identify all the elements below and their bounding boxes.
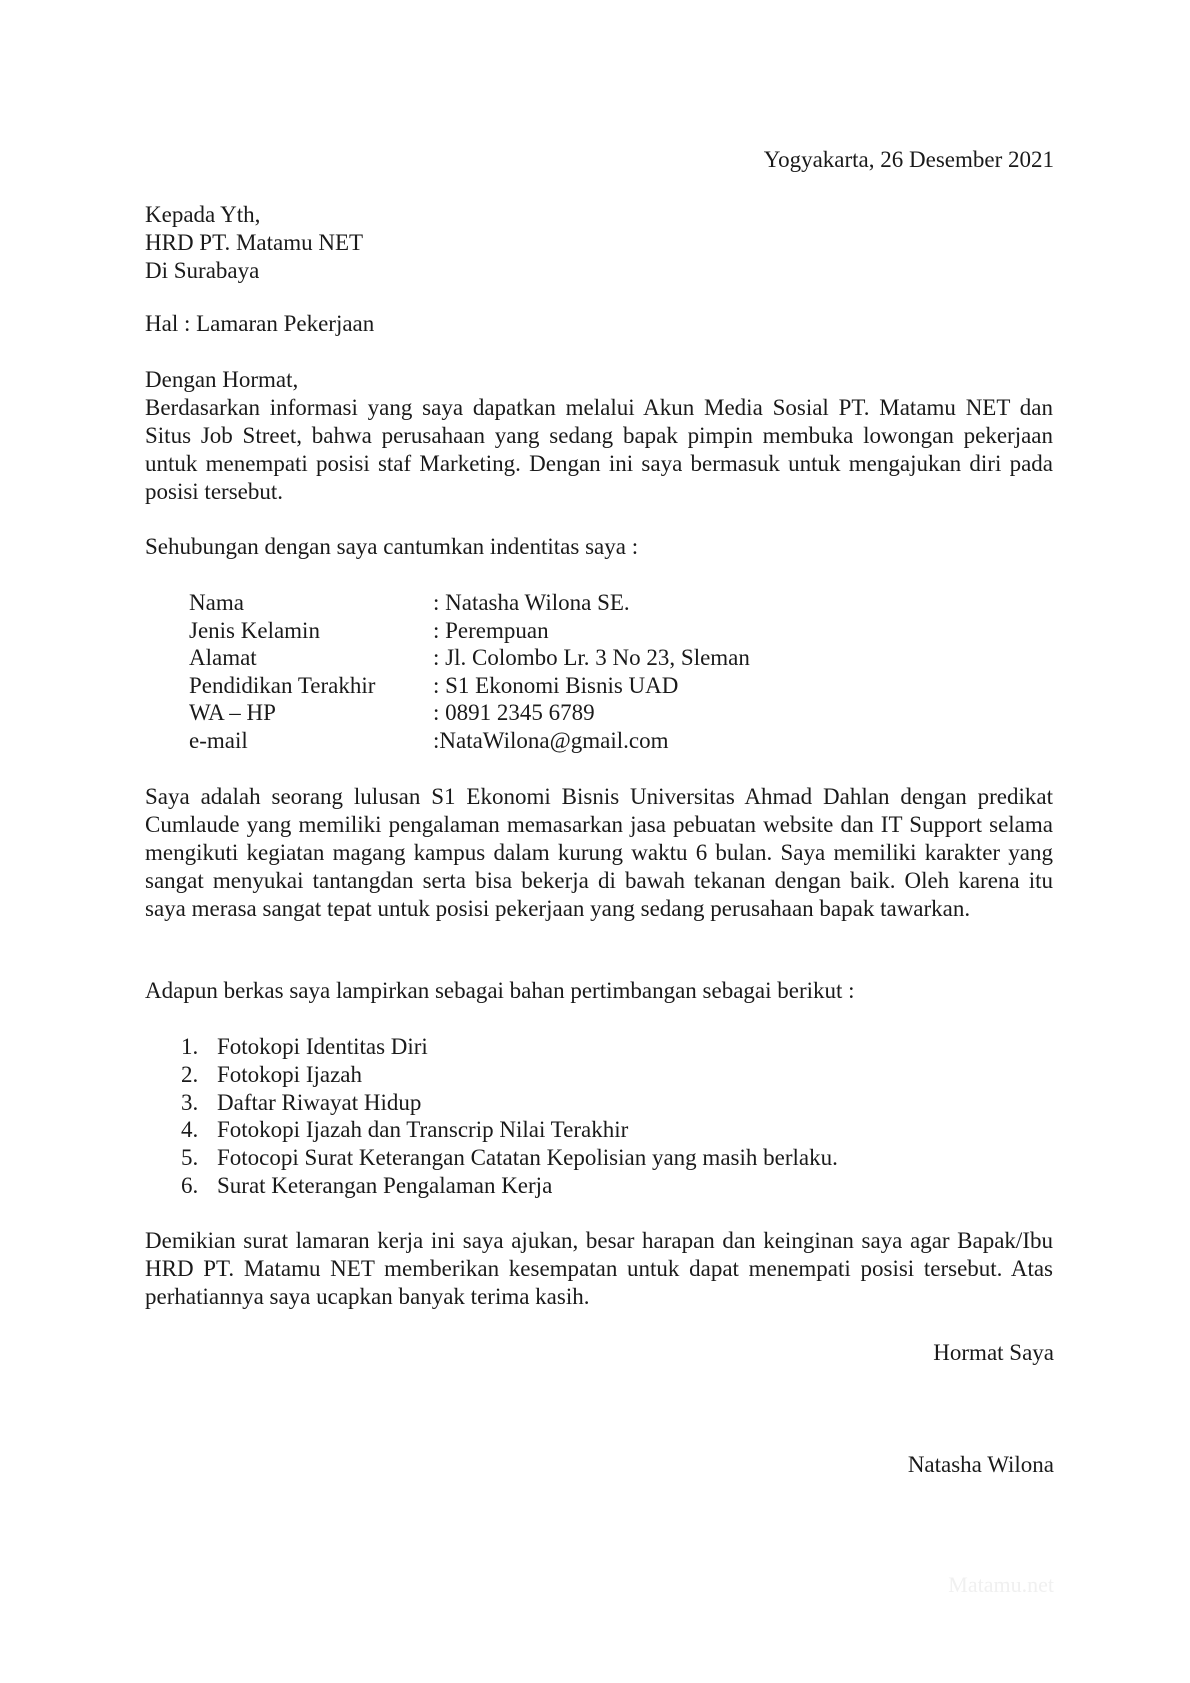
attachment-number: 3. <box>181 1089 199 1115</box>
attachment-text: Fotocopi Surat Keterangan Catatan Kepolisian yang masih berlaku. <box>217 1145 838 1171</box>
identity-table <box>189 589 750 755</box>
recipient-company: HRD PT. Matamu NET <box>145 230 364 255</box>
identity-row <box>189 672 750 700</box>
opening-paragraph: Berdasarkan informasi yang saya dapatkan melalui Akun Media Sosial PT. Matamu NET dan Situs Job Street, bahwa perusahaan yang sedang bapak pimpin membuka lowongan pekerjaan untuk menempati posisi staf Marketing. Dengan ini saya bermasuk untuk mengajukan diri pada posisi tersebut. <box>145 395 1053 504</box>
signer-name: Natasha Wilona <box>907 1452 1054 1477</box>
identity-row <box>189 589 750 617</box>
identity-label: WA – HP <box>189 700 276 726</box>
attachment-text: Surat Keterangan Pengalaman Kerja <box>217 1172 553 1198</box>
attachments-list <box>145 1033 838 1200</box>
attachment-text: Fotokopi Identitas Diri <box>217 1034 428 1059</box>
recipient-city: Di Surabaya <box>145 258 260 283</box>
watermark: Matamu.net <box>948 1572 1054 1597</box>
opening-section <box>145 366 1053 506</box>
identity-value: : Perempuan <box>433 617 549 643</box>
identity-value: : 0891 2345 6789 <box>433 700 595 726</box>
experience-section <box>145 783 1053 923</box>
attachment-number: 2. <box>181 1061 199 1087</box>
attachments-intro: Adapun berkas saya lampirkan sebagai bahan pertimbangan sebagai berikut : <box>145 978 855 1003</box>
identity-row <box>189 727 750 755</box>
attachment-item <box>181 1172 838 1200</box>
attachment-item <box>181 1116 838 1144</box>
closing-section <box>145 1227 1053 1311</box>
attachment-number: 4. <box>181 1117 199 1143</box>
attachment-text: Fotokopi Ijazah <box>217 1061 362 1087</box>
identity-label: Nama <box>189 590 244 615</box>
identity-row <box>189 617 750 645</box>
recipient-line: Kepada Yth, <box>145 202 261 227</box>
identity-label: e-mail <box>189 727 248 753</box>
letter-subject: Hal : Lamaran Pekerjaan <box>145 311 375 336</box>
identity-row <box>189 644 750 672</box>
experience-paragraph: Saya adalah seorang lulusan S1 Ekonomi Bisnis Universitas Ahmad Dahlan dengan predikat Cumlaude yang memiliki pengalaman memasarkan jasa pebuatan website dan IT Support selama mengikuti kegiatan magang kampus dalam kurung waktu 6 bulan. Saya memiliki karakter yang sangat menyukai tantangdan serta bisa bekerja di bawah tekanan dengan baik. Oleh karena itu saya merasa sangat tepat untuk posisi pekerjaan yang sedang perusahaan bapak tawarkan. <box>145 784 1053 921</box>
attachment-number: 5. <box>181 1145 199 1171</box>
recipient-block <box>145 201 363 285</box>
attachment-item <box>181 1033 838 1061</box>
attachment-number: 1. <box>181 1034 199 1059</box>
attachment-item <box>181 1144 838 1172</box>
attachment-text: Fotokopi Ijazah dan Transcrip Nilai Terakhir <box>217 1117 629 1143</box>
letter-date: Yogyakarta, 26 Desember 2021 <box>763 147 1054 172</box>
identity-label: Pendidikan Terakhir <box>189 672 376 698</box>
attachment-item <box>181 1061 838 1089</box>
identity-label: Jenis Kelamin <box>189 617 320 643</box>
identity-value: : S1 Ekonomi Bisnis UAD <box>433 672 679 698</box>
attachment-item <box>181 1089 838 1117</box>
attachment-number: 6. <box>181 1172 199 1198</box>
identity-value: : Natasha Wilona SE. <box>433 590 630 615</box>
greeting: Dengan Hormat, <box>145 367 299 392</box>
identity-row <box>189 699 750 727</box>
identity-value: : Jl. Colombo Lr. 3 No 23, Sleman <box>433 645 750 671</box>
identity-value: :NataWilona@gmail.com <box>433 727 669 753</box>
identity-label: Alamat <box>189 645 257 671</box>
attachment-text: Daftar Riwayat Hidup <box>217 1089 422 1115</box>
identity-intro: Sehubungan dengan saya cantumkan indentitas saya : <box>145 534 639 559</box>
closing-paragraph: Demikian surat lamaran kerja ini saya ajukan, besar harapan dan keinginan saya agar Bapak/Ibu HRD PT. Matamu NET memberikan kesempatan untuk dapat menempati posisi tersebut. Atas perhatiannya saya ucapkan banyak terima kasih. <box>145 1228 1053 1309</box>
closing-regards: Hormat Saya <box>933 1340 1054 1365</box>
